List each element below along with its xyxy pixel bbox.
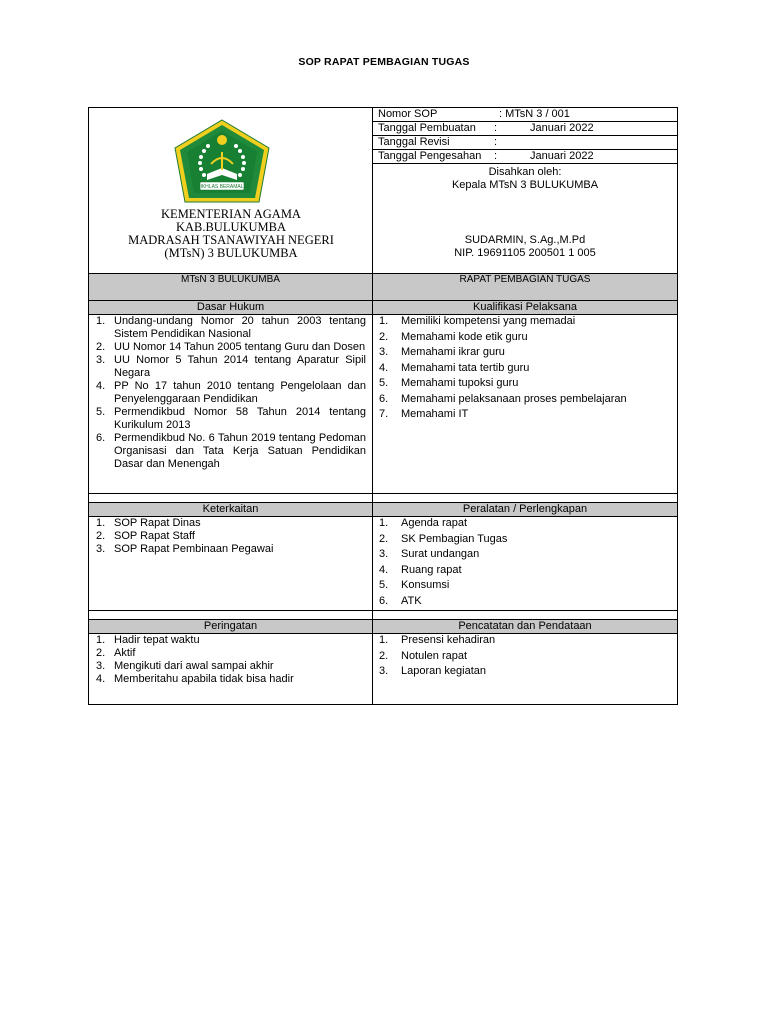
pencatatan-title: Pencatatan dan Pendataan — [373, 620, 678, 634]
list-item-number: 1. — [96, 634, 106, 646]
list-item-number: 1. — [379, 517, 389, 529]
peringatan-list — [89, 634, 372, 686]
logo-motto: IKHLAS BERAMAL — [200, 184, 244, 190]
section-head-row-3 — [89, 620, 678, 634]
institution-cell — [89, 108, 373, 274]
kualifikasi-list — [373, 315, 677, 421]
pencatatan-cell — [373, 634, 678, 705]
revisi-colon: : — [494, 136, 498, 148]
band-row — [89, 274, 678, 301]
list-item-text: Memahami ikrar guru — [401, 346, 505, 358]
list-item — [89, 543, 372, 556]
pengesahan-label: Tanggal Pengesahan — [378, 150, 482, 162]
pembuatan-value: Januari 2022 — [530, 122, 594, 134]
list-item-number: 2. — [96, 530, 106, 542]
approval-block — [373, 164, 677, 260]
list-item-text: SOP Rapat Dinas — [114, 517, 201, 529]
list-item-number: 4. — [379, 563, 389, 576]
dasar-hukum-title: Dasar Hukum — [89, 301, 373, 315]
list-item-text: Memahami tata tertib guru — [401, 361, 530, 374]
list-item — [89, 634, 372, 647]
list-item-number: 5. — [379, 377, 389, 389]
pengesahan-value: Januari 2022 — [530, 150, 594, 162]
list-item-number: 3. — [379, 346, 389, 358]
list-item-number: 1. — [96, 315, 106, 327]
list-item — [89, 341, 372, 354]
list-item-number: 2. — [96, 341, 106, 353]
list-item-number: 7. — [379, 408, 389, 420]
list-item-number: 3. — [96, 543, 106, 555]
list-item — [373, 564, 677, 577]
list-item-text: UU Nomor 5 Tahun 2014 tentang Aparatur Sipil Negara — [114, 354, 366, 379]
section-body-row-2 — [89, 517, 678, 611]
list-item — [373, 331, 677, 344]
institution-line2: KAB.BULUKUMBA — [175, 220, 287, 234]
approval-nip: NIP. 19691105 200501 1 005 — [454, 247, 596, 259]
list-item — [89, 530, 372, 543]
list-item — [89, 406, 372, 432]
pembuatan-label: Tanggal Pembuatan — [378, 122, 476, 134]
institution-line4: (MTsN) 3 BULUKUMBA — [164, 246, 298, 260]
list-item-text: PP No 17 tahun 2010 tentang Pengelolaan dan Penyelenggaraan Pendidikan — [114, 380, 366, 405]
list-item-text: Presensi kehadiran — [401, 634, 496, 646]
list-item — [89, 647, 372, 660]
list-item — [373, 548, 677, 561]
peralatan-list — [373, 517, 677, 608]
peringatan-title: Peringatan — [89, 620, 373, 634]
dasar-hukum-list — [89, 315, 372, 471]
list-item-text: Konsumsi — [401, 579, 450, 591]
kemenag-logo — [171, 118, 273, 206]
list-item-number: 3. — [96, 660, 106, 672]
document-title: SOP RAPAT PEMBAGIAN TUGAS — [298, 56, 470, 68]
list-item — [89, 517, 372, 530]
peralatan-title: Peralatan / Perlengkapan — [373, 503, 678, 517]
list-item — [373, 315, 677, 328]
list-item-text: Permendikbud Nomor 58 Tahun 2014 tentang Kurikulum 2013 — [114, 406, 366, 431]
list-item — [373, 650, 677, 663]
list-item-number: 3. — [379, 548, 389, 560]
list-item — [89, 315, 372, 341]
pembuatan-colon: : — [494, 122, 498, 134]
approval-position: Kepala MTsN 3 BULUKUMBA — [451, 179, 599, 191]
list-item-text: SK Pembagian Tugas — [401, 532, 508, 545]
list-item — [373, 393, 677, 406]
list-item-number: 3. — [379, 665, 389, 677]
list-item-text: Mengikuti dari awal sampai akhir — [114, 660, 274, 672]
list-item — [373, 579, 677, 592]
list-item-text: Memiliki kompetensi yang memadai — [401, 315, 576, 327]
list-item-text: Memberitahu apabila tidak bisa hadir — [114, 673, 294, 685]
list-item-number: 2. — [379, 330, 389, 343]
list-item-text: Aktif — [114, 647, 136, 659]
section-head-row-1 — [89, 301, 678, 315]
list-item-number: 1. — [379, 634, 389, 646]
list-item-text: SOP Rapat Pembinaan Pegawai — [114, 543, 274, 555]
list-item-text: Ruang rapat — [401, 563, 462, 576]
list-item-text: Permendikbud No. 6 Tahun 2019 tentang Pedoman Organisasi dan Tata Kerja Satuan Pendidikan Dasar dan Menengah — [114, 432, 366, 470]
meta-pembuatan — [373, 122, 677, 136]
revisi-label: Tanggal Revisi — [378, 136, 450, 148]
list-item-text: Memahami IT — [401, 408, 469, 420]
list-item-text: Memahami tupoksi guru — [401, 377, 519, 389]
spacer-row-2 — [89, 611, 678, 620]
institution-line3: MADRASAH TSANAWIYAH NEGERI — [128, 233, 334, 247]
keterkaitan-cell — [89, 517, 373, 611]
kualifikasi-cell — [373, 315, 678, 494]
approval-by: Disahkan oleh: — [488, 166, 562, 178]
pengesahan-colon: : — [494, 150, 498, 162]
list-item-text: Agenda rapat — [401, 517, 468, 529]
list-item-number: 4. — [96, 380, 106, 392]
list-item-number: 4. — [379, 361, 389, 374]
list-item-text: Hadir tepat waktu — [114, 634, 200, 646]
meta-revisi — [373, 136, 677, 150]
list-item-number: 6. — [96, 432, 106, 444]
list-item-text: ATK — [401, 594, 422, 607]
list-item-number: 3. — [96, 354, 106, 366]
keterkaitan-list — [89, 517, 372, 556]
list-item-text: Surat undangan — [401, 548, 480, 560]
list-item — [89, 673, 372, 686]
list-item — [373, 665, 677, 678]
list-item-text: Memahami pelaksanaan proses pembelajaran — [401, 392, 627, 405]
approval-name: SUDARMIN, S.Ag.,M.Pd — [464, 234, 586, 246]
band-left: MTsN 3 BULUKUMBA — [89, 274, 373, 301]
section-head-row-2 — [89, 503, 678, 517]
list-item-number: 6. — [379, 594, 389, 607]
header-row — [89, 108, 678, 274]
list-item — [89, 660, 372, 673]
list-item-text: Laporan kegiatan — [401, 665, 487, 677]
list-item-text: Undang-undang Nomor 20 tahun 2003 tentang Sistem Pendidikan Nasional — [114, 315, 366, 340]
list-item — [373, 408, 677, 421]
list-item-number: 2. — [379, 649, 389, 662]
list-item — [373, 346, 677, 359]
section-body-row-3 — [89, 634, 678, 705]
sop-table — [88, 107, 678, 705]
list-item-text: Memahami kode etik guru — [401, 330, 528, 343]
section-body-row-1 — [89, 315, 678, 494]
meta-nomor — [373, 108, 677, 122]
nomor-value: : MTsN 3 / 001 — [499, 108, 570, 120]
meta-cell — [373, 108, 678, 274]
list-item-number: 6. — [379, 392, 389, 405]
list-item — [373, 533, 677, 546]
list-item — [89, 432, 372, 471]
list-item — [89, 380, 372, 406]
list-item — [89, 354, 372, 380]
pencatatan-list — [373, 634, 677, 678]
list-item — [373, 517, 677, 530]
spacer-row-1 — [89, 494, 678, 503]
list-item-text: Notulen rapat — [401, 649, 468, 662]
peralatan-cell — [373, 517, 678, 611]
list-item-number: 5. — [379, 579, 389, 591]
list-item — [373, 634, 677, 647]
list-item-number: 5. — [96, 406, 106, 418]
dasar-hukum-cell — [89, 315, 373, 494]
list-item — [373, 362, 677, 375]
list-item-number: 4. — [96, 673, 106, 685]
list-item-text: UU Nomor 14 Tahun 2005 tentang Guru dan Dosen — [114, 341, 366, 353]
list-item-number: 1. — [379, 315, 389, 327]
keterkaitan-title: Keterkaitan — [89, 503, 373, 517]
nomor-label: Nomor SOP — [378, 108, 438, 120]
list-item — [373, 377, 677, 390]
list-item-number: 2. — [96, 647, 106, 659]
meta-pengesahan — [373, 150, 677, 164]
list-item-text: SOP Rapat Staff — [114, 530, 195, 542]
list-item-number: 1. — [96, 517, 106, 529]
band-right: RAPAT PEMBAGIAN TUGAS — [373, 274, 678, 301]
list-item — [373, 595, 677, 608]
kualifikasi-title: Kualifikasi Pelaksana — [373, 301, 678, 315]
peringatan-cell — [89, 634, 373, 705]
list-item-number: 2. — [379, 532, 389, 545]
institution-name — [89, 208, 373, 260]
institution-line1: KEMENTERIAN AGAMA — [161, 207, 301, 221]
